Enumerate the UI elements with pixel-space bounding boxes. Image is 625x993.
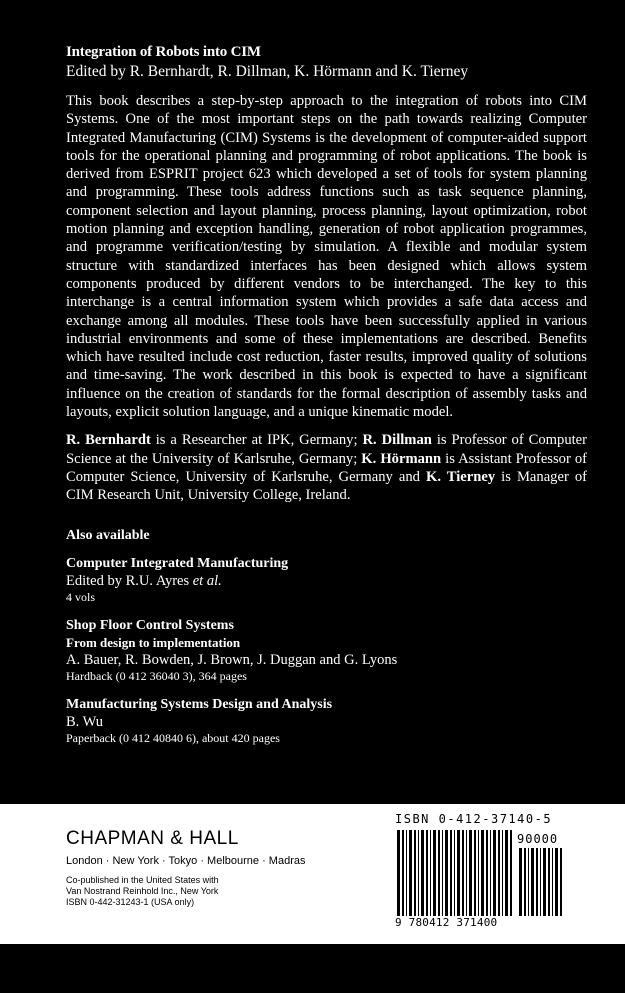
related-book-authors-italic: et al.: [192, 572, 222, 589]
book-description: This book describes a step-by-step approach to the integration of robots into CIM Systems. One of the most important steps on the path towards realizing Computer Integrated Manufacturing (CIM) Systems is the development of computer-aided support tools for the operational planning and programming of robot applications. The book is derived from ESPRIT project 623 which developed a set of tools for system planning and programming. These tools address functions such as task sequence planning, component selection and layout planning, process planning, layout optimization, robot motion planning and exception handling, generation of robot application programmes, and programme verification/testing by simulation. A flexible and modular system structure with standardized interfaces has been designed which allows system components produced by different vendors to be interchanged. The key to this interchange is a central information system which provides a safe data access and exchange among all modules. These tools have been successfully applied in various industrial environments and some of these implementations are described. Benefits which have resulted include cost reduction, faster results, improved quality of solutions and time-saving. The work described in this book is expected to have a significant influence on the creation of standards for the formal description of assembly tasks and layouts, explicit solution language, and a unique kinematic model.: [66, 93, 587, 421]
bio-text: is Manager of CIM Research Unit, University College, Ireland.: [66, 468, 588, 504]
isbn-barcode: [395, 812, 570, 936]
publisher-name: CHAPMAN & HALL: [66, 828, 239, 849]
bio-text: is Professor of Computer Science at the University of Karlsruhe, Germany;: [66, 432, 588, 467]
related-book-title: Manufacturing Systems Design and Analysis: [66, 696, 333, 712]
related-book-note: 4 vols: [66, 589, 96, 604]
publisher-cities: London · New York · Tokyo · Melbourne · Madras: [66, 855, 306, 867]
copub-line: Van Nostrand Reinhold Inc., New York: [66, 886, 219, 896]
book-editors: Edited by R. Bernhardt, R. Dillman, K. Hörmann and K. Tierney: [66, 63, 469, 80]
related-book-title: Shop Floor Control Systems: [66, 617, 234, 633]
book-title: Integration of Robots into CIM: [66, 44, 261, 60]
related-book-subtitle: From design to implementation: [66, 634, 241, 650]
addon-barcode-icon: [517, 848, 565, 918]
related-book: [66, 555, 587, 605]
bio-name: R. Dillman: [362, 432, 432, 449]
related-book: [66, 617, 587, 684]
related-book-authors: B. Wu: [66, 713, 104, 730]
related-book-authors-text: Edited by R.U. Ayres: [66, 572, 193, 589]
related-book: [66, 696, 587, 746]
price-code: 90000: [517, 832, 559, 846]
ean-barcode-icon: [395, 830, 515, 918]
back-cover-text: [66, 43, 587, 746]
copublication-note: [66, 875, 366, 908]
publisher-block: [66, 828, 366, 908]
publisher-footer: [0, 804, 625, 944]
copub-line: ISBN 0-442-31243-1 (USA only): [66, 897, 195, 907]
isbn-text: ISBN 0-412-37140-5: [395, 812, 553, 826]
editors-bio: [66, 431, 587, 504]
related-book-note: Hardback (0 412 36040 3), 364 pages: [66, 668, 247, 683]
related-book-authors: A. Bauer, R. Bowden, J. Brown, J. Duggan and G. Lyons: [66, 651, 398, 668]
bio-text: is Assistant Professor of Computer Science, University of Karlsruhe, Germany and: [66, 450, 587, 485]
bio-name: K. Hörmann: [361, 450, 442, 467]
related-book-title: Computer Integrated Manufacturing: [66, 555, 289, 571]
related-book-note: Paperback (0 412 40840 6), about 420 pages: [66, 730, 280, 745]
copub-line: Co-published in the United States with: [66, 875, 219, 885]
also-available-heading: Also available: [66, 527, 150, 543]
related-book-authors: [66, 572, 587, 590]
bio-name: K. Tierney: [425, 468, 496, 485]
barcode-digits: 9 780412 371400: [395, 916, 498, 929]
bio-name: R. Bernhardt: [66, 432, 151, 449]
bio-text: is a Researcher at IPK, Germany;: [150, 432, 363, 449]
